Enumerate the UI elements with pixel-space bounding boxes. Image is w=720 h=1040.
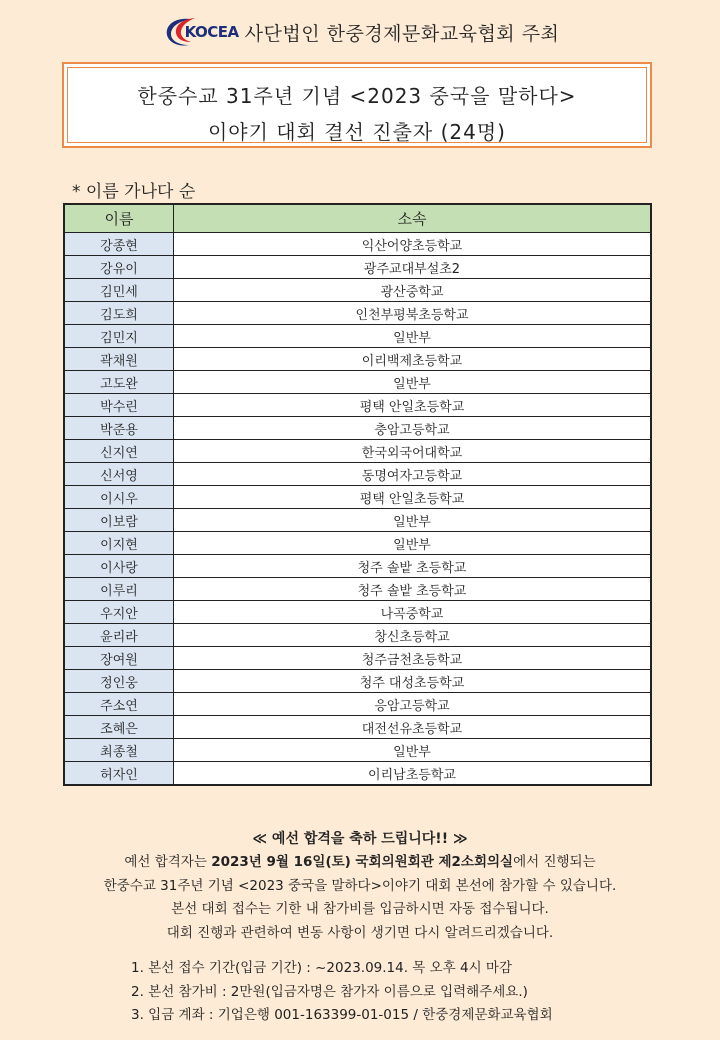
cell-affiliation: 광주교대부설초2 xyxy=(174,256,652,279)
table-row xyxy=(64,509,651,532)
cell-affiliation: 청주 대성초등학교 xyxy=(174,670,652,693)
table-row xyxy=(64,647,651,670)
table-row xyxy=(64,417,651,440)
cell-affiliation: 대전선유초등학교 xyxy=(174,716,652,739)
notice-line-2: 한중수교 31주년 기념 <2023 중국을 말하다>이야기 대회 본선에 참가할 수 있습니다. xyxy=(103,877,617,894)
cell-name: 윤리라 xyxy=(64,624,174,647)
notice-paragraph xyxy=(0,851,720,945)
title-box xyxy=(62,62,652,148)
cell-affiliation: 응암고등학교 xyxy=(174,693,652,716)
cell-affiliation: 이리백제초등학교 xyxy=(174,348,652,371)
info-item-period: 1. 본선 접수 기간(입금 기간) : ~2023.09.14. 목 오후 4시 마감 xyxy=(131,960,513,976)
cell-affiliation: 한국외국어대학교 xyxy=(174,440,652,463)
table-row xyxy=(64,716,651,739)
kocea-logo xyxy=(161,15,239,49)
cell-affiliation: 청주금천초등학교 xyxy=(174,647,652,670)
page-header xyxy=(0,12,720,52)
table-row xyxy=(64,233,651,256)
cell-name: 강종현 xyxy=(64,233,174,256)
table-row xyxy=(64,739,651,762)
cell-name: 우지안 xyxy=(64,601,174,624)
cell-name: 박수린 xyxy=(64,394,174,417)
notice-text: 예선 합격자는 xyxy=(124,854,212,870)
logo-text: KOCEA xyxy=(184,23,239,41)
table-row xyxy=(64,555,651,578)
notice-line-1 xyxy=(0,851,720,875)
table-row xyxy=(64,348,651,371)
info-list xyxy=(131,957,553,1028)
cell-affiliation: 이리남초등학교 xyxy=(174,762,652,786)
cell-affiliation: 창신초등학교 xyxy=(174,624,652,647)
notice-date-venue: 2023년 9월 16일(토) 국회의원회관 제2소회의실 xyxy=(211,854,514,870)
info-item-account: 3. 입금 계좌 : 기업은행 001-163399-01-015 / 한중경제문화교육협회 xyxy=(131,1007,553,1023)
table-row xyxy=(64,256,651,279)
table-row xyxy=(64,693,651,716)
cell-affiliation: 청주 솔밭 초등학교 xyxy=(174,578,652,601)
cell-name: 이지현 xyxy=(64,532,174,555)
cell-name: 신서영 xyxy=(64,463,174,486)
cell-name: 이보람 xyxy=(64,509,174,532)
cell-affiliation: 일반부 xyxy=(174,532,652,555)
cell-affiliation: 동명여자고등학교 xyxy=(174,463,652,486)
title-line-1: 한중수교 31주년 기념 <2023 중국을 말하다> xyxy=(137,84,577,108)
cell-name: 김도희 xyxy=(64,302,174,325)
table-row xyxy=(64,325,651,348)
notice-line-4: 대회 진행과 관련하여 변동 사항이 생기면 다시 알려드리겠습니다. xyxy=(166,924,554,941)
cell-name: 주소연 xyxy=(64,693,174,716)
table-row xyxy=(64,670,651,693)
table-row xyxy=(64,394,651,417)
cell-name: 최종철 xyxy=(64,739,174,762)
notice-line-3: 본선 대회 접수는 기한 내 참가비를 입금하시면 자동 접수됩니다. xyxy=(171,901,549,917)
cell-affiliation: 나곡중학교 xyxy=(174,601,652,624)
sort-note: * 이름 가나다 순 xyxy=(72,182,196,202)
cell-affiliation: 평택 안일초등학교 xyxy=(174,486,652,509)
cell-name: 박준용 xyxy=(64,417,174,440)
table-row xyxy=(64,486,651,509)
congrats-heading: ≪ 예선 합격을 축하 드립니다!! ≫ xyxy=(252,831,468,847)
cell-name: 김민지 xyxy=(64,325,174,348)
cell-name: 이루리 xyxy=(64,578,174,601)
header-affiliation: 소속 xyxy=(174,204,652,233)
info-item-fee: 2. 본선 참가비 : 2만원(입금자명은 참가자 이름으로 입력해주세요.) xyxy=(131,983,528,1000)
cell-affiliation: 광산중학교 xyxy=(174,279,652,302)
table-row xyxy=(64,279,651,302)
cell-name: 조혜은 xyxy=(64,716,174,739)
notice-text: 에서 진행되는 xyxy=(513,854,596,870)
finalists-table xyxy=(63,203,652,786)
table-row xyxy=(64,601,651,624)
table-row xyxy=(64,532,651,555)
cell-affiliation: 인천부평북초등학교 xyxy=(174,302,652,325)
cell-name: 장여원 xyxy=(64,647,174,670)
table-row xyxy=(64,302,651,325)
cell-name: 이시우 xyxy=(64,486,174,509)
organizer-text: 사단법인 한중경제문화교육협회 주최 xyxy=(244,22,560,45)
cell-affiliation: 익산어양초등학교 xyxy=(174,233,652,256)
cell-name: 정인웅 xyxy=(64,670,174,693)
table-row xyxy=(64,762,651,786)
cell-affiliation: 일반부 xyxy=(174,509,652,532)
table-row xyxy=(64,624,651,647)
cell-name: 김민세 xyxy=(64,279,174,302)
header-name: 이름 xyxy=(64,204,174,233)
cell-name: 강유이 xyxy=(64,256,174,279)
cell-name: 신지연 xyxy=(64,440,174,463)
cell-affiliation: 청주 솔밭 초등학교 xyxy=(174,555,652,578)
cell-affiliation: 평택 안일초등학교 xyxy=(174,394,652,417)
cell-name: 곽채원 xyxy=(64,348,174,371)
cell-affiliation: 일반부 xyxy=(174,325,652,348)
cell-affiliation: 일반부 xyxy=(174,739,652,762)
cell-affiliation: 일반부 xyxy=(174,371,652,394)
cell-name: 고도완 xyxy=(64,371,174,394)
table-header-row xyxy=(64,204,651,233)
title-line-2: 이야기 대회 결선 진출자 (24명) xyxy=(207,120,506,144)
cell-affiliation: 충암고등학교 xyxy=(174,417,652,440)
table-row xyxy=(64,463,651,486)
table-row xyxy=(64,371,651,394)
cell-name: 허자인 xyxy=(64,762,174,786)
cell-name: 이사랑 xyxy=(64,555,174,578)
table-row xyxy=(64,578,651,601)
table-row xyxy=(64,440,651,463)
